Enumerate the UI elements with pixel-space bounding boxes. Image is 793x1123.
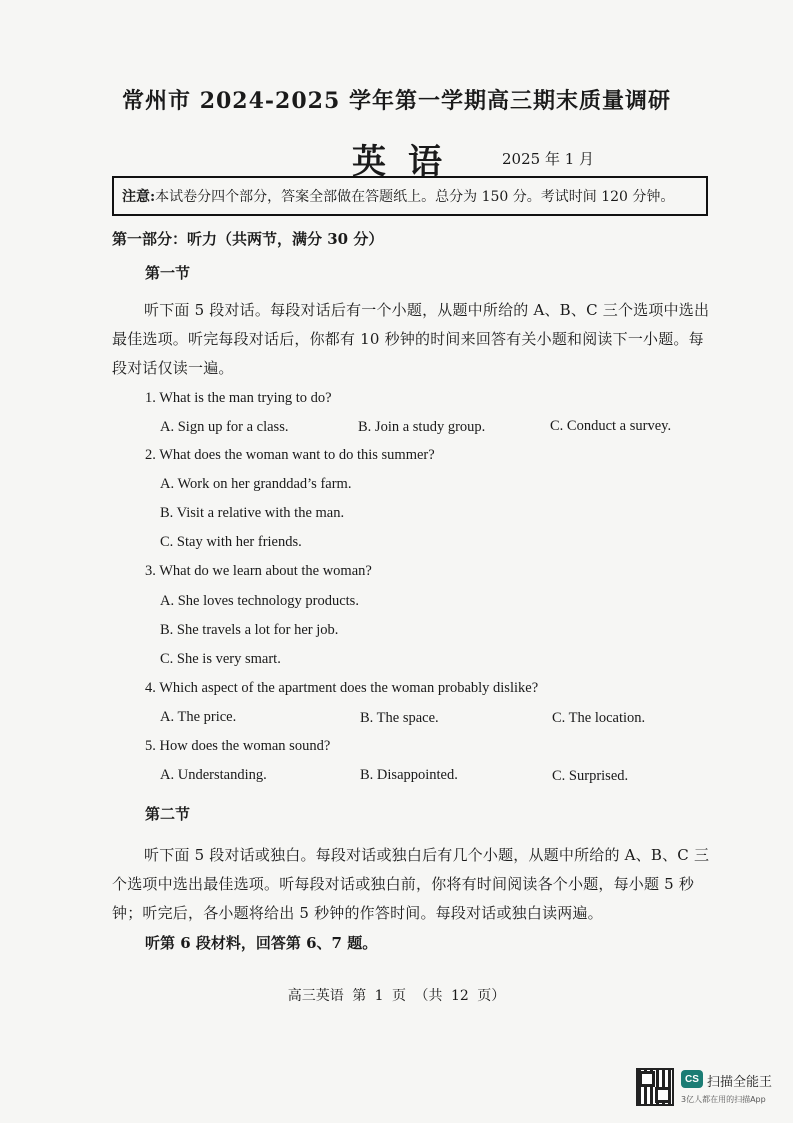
q2-option-c: C. Stay with her friends. [160, 534, 302, 550]
q5-option-c: C. Surprised. [552, 768, 629, 784]
exam-date: 2025 年 1 月 [502, 150, 595, 168]
exam-title: 常州市 2024-2025 学年第一学期高三期末质量调研 [122, 88, 671, 114]
subject-title: 英语 [352, 142, 464, 182]
q3-option-b: B. She travels a lot for her job. [160, 622, 339, 638]
part1-heading: 第一部分：听力（共两节，满分 30 分） [112, 230, 384, 248]
q4-option-c: C. The location. [552, 710, 646, 726]
q2-option-b: B. Visit a relative with the man. [160, 505, 345, 521]
qr-code-icon [636, 1068, 674, 1106]
section2-heading: 第二节 [145, 805, 191, 823]
section1-heading: 第一节 [145, 264, 191, 282]
q1-option-b: B. Join a study group. [358, 419, 486, 435]
material-6-instruction: 听第 6 段材料，回答第 6、7 题。 [145, 934, 378, 952]
q4-option-a: A. The price. [160, 709, 237, 725]
q3-option-c: C. She is very smart. [160, 651, 281, 667]
watermark-name: 扫描全能王 [707, 1075, 773, 1090]
q3-option-a: A. She loves technology products. [160, 593, 359, 609]
q5-option-b: B. Disappointed. [360, 767, 458, 783]
q1-option-a: A. Sign up for a class. [160, 419, 289, 435]
camscanner-logo-icon: CS [681, 1070, 703, 1088]
section2-instructions: 听下面 5 段对话或独白。每段对话或独白后有几个小题，从题中所给的 A、B、C 三个选项中选出最佳选项。听每段对话或独白前，你将有时间阅读各个小题，每小题 5 秒钟；听完后，各小题将给出 5 秒钟的作答时间。每段对话或独白读两遍。 [112, 846, 710, 922]
page-footer: 高三英语 第 1 页 （共 12 页） [287, 988, 506, 1004]
q1-option-c: C. Conduct a survey. [550, 418, 672, 434]
notice-box [112, 176, 708, 216]
question-1: 1. What is the man trying to do? [145, 390, 332, 406]
notice-text: 本试卷分四个部分，答案全部做在答题纸上。总分为 150 分。考试时间 120 分钟。 [155, 189, 675, 205]
section1-instructions: 听下面 5 段对话。每段对话后有一个小题，从题中所给的 A、B、C 三个选项中选出最佳选项。听完每段对话后，你都有 10 秒钟的时间来回答有关小题和阅读下一小题。每段对话仅读一遍。 [112, 301, 710, 377]
question-4: 4. Which aspect of the apartment does the woman probably dislike? [145, 680, 539, 696]
q5-option-a: A. Understanding. [160, 767, 267, 783]
question-2: 2. What does the woman want to do this summer? [145, 447, 435, 463]
watermark-slogan: 3亿人都在用的扫描App [681, 1095, 766, 1104]
q4-option-b: B. The space. [360, 710, 439, 726]
question-3: 3. What do we learn about the woman? [145, 563, 372, 579]
notice-label: 注意: [122, 189, 156, 205]
question-5: 5. How does the woman sound? [145, 738, 331, 754]
q2-option-a: A. Work on her granddad’s farm. [160, 476, 352, 492]
